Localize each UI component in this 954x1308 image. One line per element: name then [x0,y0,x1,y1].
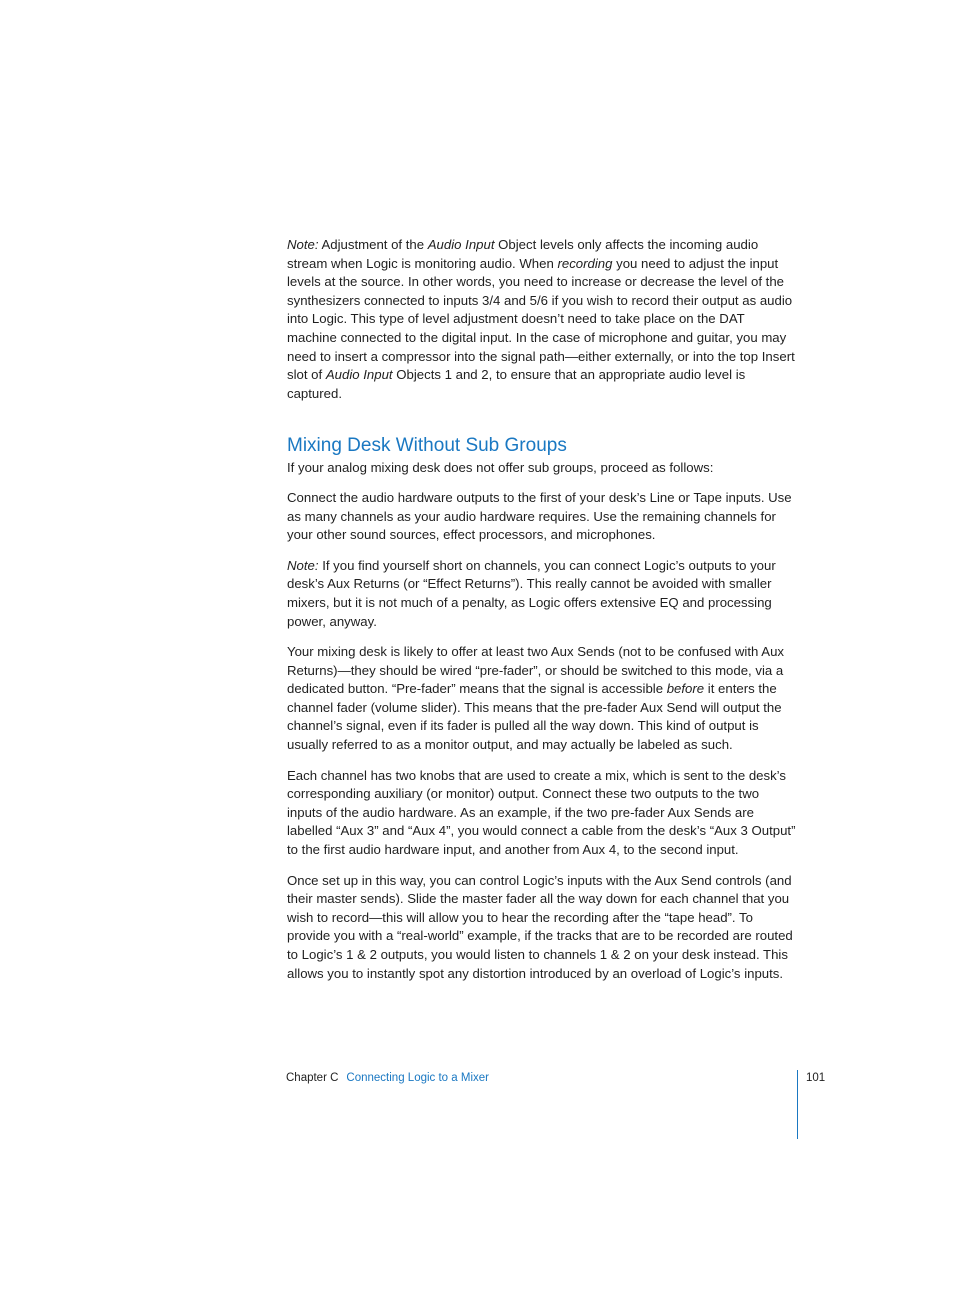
section-intro: If your analog mixing desk does not offer sub groups, proceed as follows: [287,460,714,476]
body-paragraph: Once set up in this way, you can control Logic’s inputs with the Aux Send controls (and their master sends). Slide the master fader all the way down for each channel that you wish to record—this will allow you to hear the recording after the “tape head”. To provide you with a “real-world” example, if the tracks that are to be recorded are routed to Logic’s 1 & 2 outputs, you would listen to channels 1 & 2 on your desk instead. This allows you to instantly spot any distortion introduced by an overload of Logic’s inputs. [287,872,793,981]
note-paragraph [287,236,797,403]
paragraph-emphasis: before [666,681,705,697]
body-paragraph: Connect the audio hardware outputs to the first of your desk’s Line or Tape inputs. Use as many channels as your audio hardware requires. Use the remaining channels for your other sound sources, effect processors, and microphones. [287,489,792,543]
note-text: If you find yourself short on channels, you can connect Logic’s outputs to your desk’s Aux Returns (or “Effect Returns”). This really cannot be avoided with smaller mixers, but it is not much of a penalty, as Logic offers extensive EQ and processing power, anyway. [287,557,776,629]
section-heading: Mixing Desk Without Sub Groups [287,435,567,457]
note-text: Object levels only affects the incoming audio stream when Logic is monitoring audio. When [287,237,759,271]
note-emphasis: Audio Input [325,367,393,383]
page-footer [286,1070,826,1086]
footer-chapter-title: Connecting Logic to a Mixer [346,1072,489,1084]
footer-divider [797,1070,798,1139]
body-paragraph: Each channel has two knobs that are used to create a mix, which is sent to the desk’s corresponding auxiliary (or monitor) output. Connect these two outputs to the two inputs of the audio hardware. As an example, if the two pre-fader Aux Sends are labelled “Aux 3” and “Aux 4”, you would connect a cable from the desk’s “Aux 3 Output” to the first audio hardware input, and another from Aux 4, to the second input. [287,767,796,858]
note-emphasis: recording [557,255,613,271]
page-body [287,236,797,995]
note-text: Objects 1 and 2, to ensure that an appropriate audio level is captured. [287,367,746,401]
note-text: you need to adjust the input levels at the source. In other words, you need to increase or decrease the level of the synthesizers connected to inputs 3/4 and 5/6 if you wish to record their output as audio into Logic. This type of level adjustment doesn’t need to take place on the DAT machine connected to the digital input. In the case of microphone and guitar, you may need to insert a compressor into the signal path—either externally, or into the top Insert slot of [287,255,795,383]
page-number: 101 [806,1072,826,1084]
paragraph-text: it enters the channel fader (volume slider). This means that the pre-fader Aux Send will output the channel’s signal, even if its fader is pulled all the way down. This kind of output is usually referred to as a monitor output, and may actually be labeled as such. [287,681,782,753]
footer-chapter: Chapter C [286,1072,339,1084]
note-label: Note: [287,557,319,573]
note-text: Adjustment of the [318,237,428,252]
note-label: Note: [287,237,319,252]
body-paragraph [287,643,797,755]
note-paragraph [287,557,797,631]
paragraph-text: Your mixing desk is likely to offer at least two Aux Sends (not to be confused with Aux Returns)—they should be wired “pre-fader”, or should be switched to this mode, via a dedicated button. “Pre-fader” means that the signal is accessible [287,644,785,697]
note-emphasis: Audio Input [427,237,495,252]
